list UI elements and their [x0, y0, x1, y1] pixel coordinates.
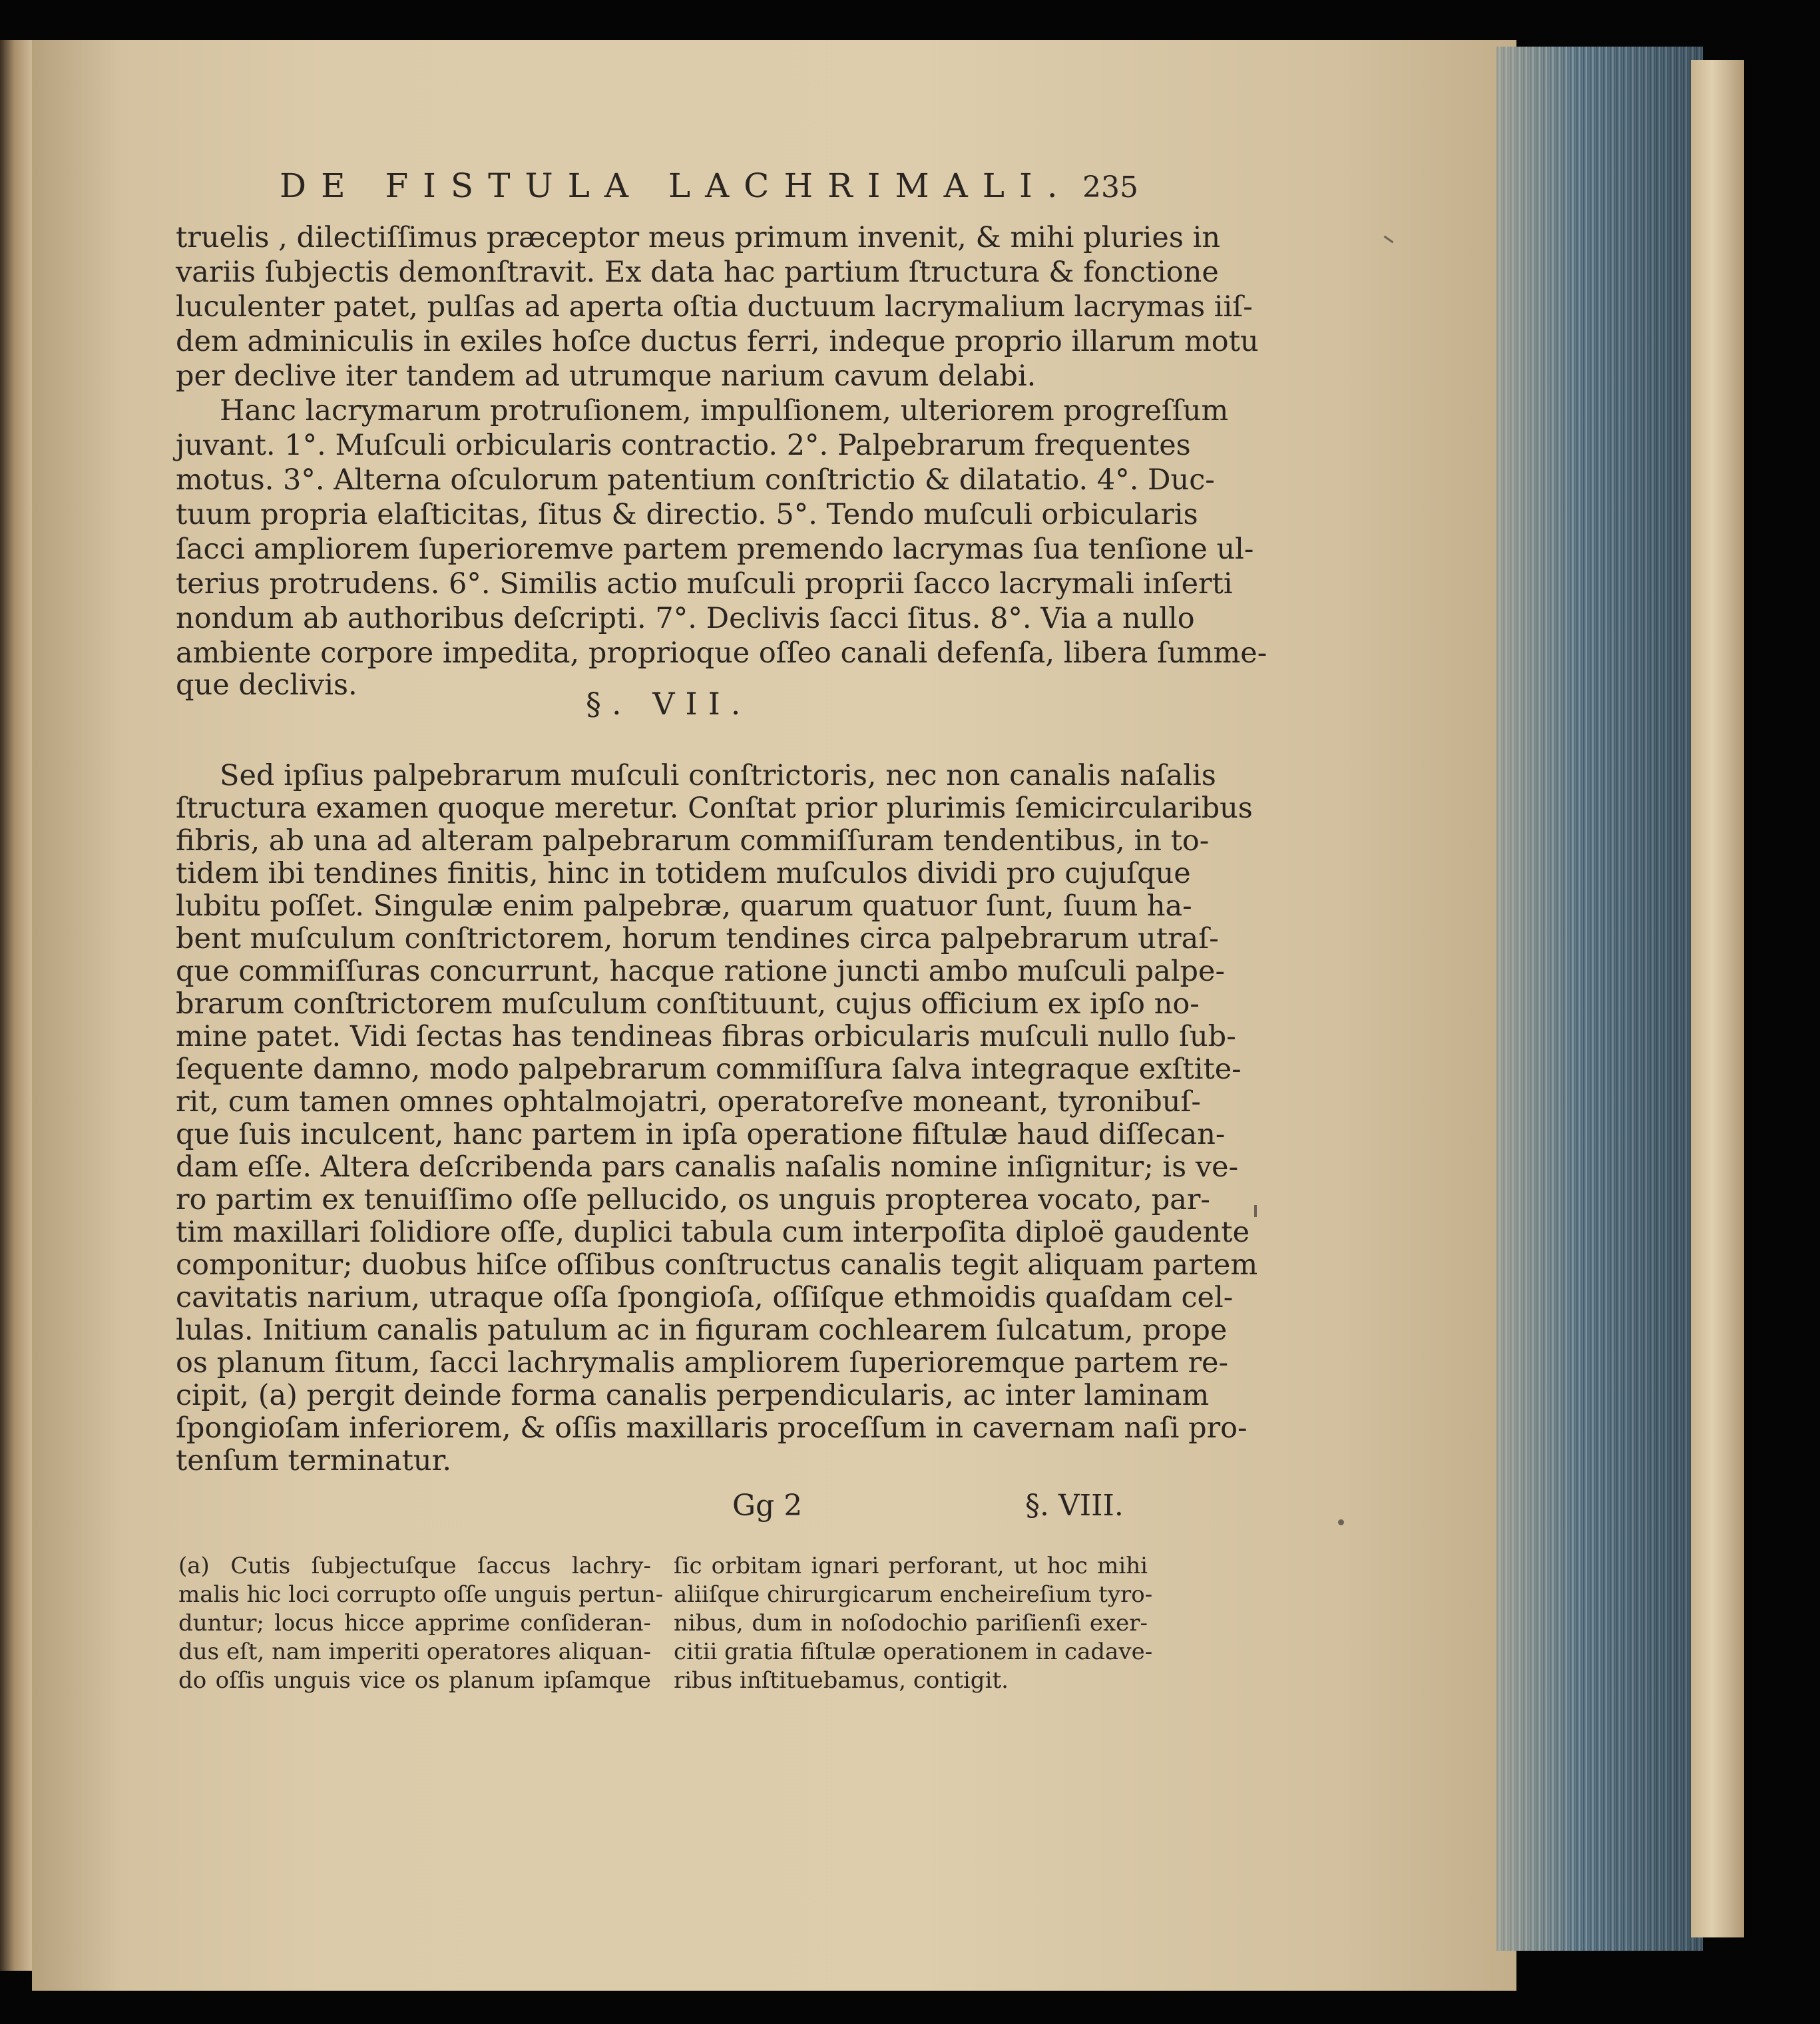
- text-line: ſacci ampliorem ſuperioremve partem premendo lacrymas ſua tenſione ul-: [176, 533, 1254, 566]
- signature-mark: Gg 2: [732, 1489, 803, 1523]
- text-line: motus. 3°. Alterna oſculorum patentium conſtrictio & dilatatio. 4°. Duc-: [176, 463, 1215, 497]
- text-line: ſpongioſam inferiorem, & oſſis maxillaris proceſſum in cavernam naſi pro-: [176, 1411, 1248, 1445]
- footnote-line: do oſſis unguis vice os planum ipſamque: [178, 1667, 651, 1694]
- text-line: que ſuis inculcent, hanc partem in ipſa operatione fiſtulæ haud diſſecan-: [176, 1118, 1226, 1151]
- page-block-shade: [1496, 47, 1703, 1951]
- text-line: tim maxillari ſolidiore oſſe, duplici tabula cum interpoſita diploë gaudente: [176, 1216, 1250, 1249]
- text-line: tidem ibi tendines finitis, hinc in totidem muſculos dividi pro cujuſque: [176, 857, 1191, 890]
- text-line: que declivis.: [176, 668, 357, 702]
- running-header: [280, 166, 1138, 213]
- ink-speck: [1338, 1519, 1344, 1525]
- text-line: truelis , dilectiſſimus præceptor meus primum invenit, & mihi pluries in: [176, 221, 1221, 254]
- text-line: rit, cum tamen omnes ophtalmojatri, operatoreſve moneant, tyronibuſ-: [176, 1085, 1201, 1119]
- facing-page-edge: [0, 40, 32, 1971]
- text-line: dem adminiculis in exiles hoſce ductus ferri, indeque proprio illarum motu: [176, 325, 1259, 358]
- text-line: variis ſubjectis demonſtravit. Ex data hac partium ſtructura & fonctione: [176, 256, 1219, 289]
- footnote-line: ribus inſtituebamus, contigit.: [674, 1667, 1009, 1694]
- text-line: cipit, (a) pergit deinde forma canalis perpendicularis, ac inter laminam: [176, 1379, 1210, 1412]
- footnote-line: malis hic loci corrupto oſſe unguis pertun-: [178, 1581, 664, 1608]
- ink-speck: [1254, 1205, 1257, 1217]
- text-line: ſtructura examen quoque meretur. Conſtat prior plurimis ſemicircularibus: [176, 792, 1253, 825]
- text-line: cavitatis narium, utraque oſſa ſpongioſa, oſſiſque ethmoidis quaſdam cel-: [176, 1281, 1234, 1314]
- text-line: os planum ſitum, ſacci lachrymalis ampliorem ſuperioremque partem re-: [176, 1346, 1229, 1380]
- page-number: 235: [1082, 170, 1138, 204]
- text-line: bent muſculum conſtrictorem, horum tendines circa palpebrarum utraſ-: [176, 922, 1219, 955]
- text-line: juvant. 1°. Muſculi orbicularis contractio. 2°. Palpebrarum frequentes: [176, 429, 1191, 462]
- text-line: tuum propria elaſticitas, ſitus & directio. 5°. Tendo muſculi orbicularis: [176, 498, 1198, 531]
- text-line: Hanc lacrymarum protruſionem, impulſionem, ulteriorem progreſſum: [220, 394, 1229, 427]
- footnote-line: duntur; locus hicce apprime conſideran-: [178, 1610, 651, 1637]
- text-line: brarum conſtrictorem muſculum conſtituunt, cujus officium ex ipſo no-: [176, 987, 1200, 1021]
- catchword: §. VIII.: [1025, 1489, 1124, 1523]
- text-line: per declive iter tandem ad utrumque narium cavum delabi.: [176, 360, 1036, 393]
- text-line: nondum ab authoribus deſcripti. 7°. Declivis ſacci ſitus. 8°. Via a nullo: [176, 602, 1195, 635]
- text-line: componitur; duobus hiſce oſſibus conſtructus canalis tegit aliquam partem: [176, 1248, 1258, 1282]
- text-line: mine patet. Vidi ſectas has tendineas fibras orbicularis muſculi nullo ſub-: [176, 1020, 1236, 1053]
- text-line: fibris, ab una ad alteram palpebrarum commiſſuram tendentibus, in to-: [176, 824, 1210, 858]
- footnote-line: aliiſque chirurgicarum encheireſium tyro-: [674, 1581, 1153, 1608]
- text-line: que commiſſuras concurrunt, hacque ratione juncti ambo muſculi palpe-: [176, 955, 1226, 988]
- text-line: lulas. Initium canalis patulum ac in figuram cochlearem ſulcatum, prope: [176, 1314, 1228, 1347]
- text-line: ro partim ex tenuiſſimo oſſe pellucido, os unguis propterea vocato, par-: [176, 1183, 1210, 1216]
- text-line: ſequente damno, modo palpebrarum commiſſura ſalva integraque exſtite-: [176, 1053, 1242, 1086]
- text-line: terius protrudens. 6°. Similis actio muſculi proprii ſacco lacrymali inſerti: [176, 567, 1233, 601]
- text-line: dam eſſe. Altera deſcribenda pars canalis naſalis nomine inſignitur; is ve-: [176, 1150, 1239, 1184]
- text-line: ambiente corpore impedita, proprioque oſſeo canali defenſa, libera ſumme-: [176, 636, 1267, 670]
- footnote-line: nibus, dum in noſodochio pariſienſi exer-: [674, 1610, 1148, 1637]
- text-line: Sed ipſius palpebrarum muſculi conſtrictoris, nec non canalis naſalis: [220, 759, 1216, 792]
- footnote-line: citii gratia fiſtulæ operationem in cadave-: [674, 1639, 1153, 1665]
- book-cover-edge: [1691, 60, 1744, 1937]
- text-line: lubitu poſſet. Singulæ enim palpebræ, quarum quatuor ſunt, ſuum ha-: [176, 889, 1192, 923]
- running-title: DE FISTULA LACHRIMALI.: [280, 166, 1072, 205]
- text-line: luculenter patet, pulſas ad aperta oſtia ductuum lacrymalium lacrymas iiſ-: [176, 290, 1253, 324]
- text-line: tenſum terminatur.: [176, 1444, 452, 1477]
- footnote-line: ſic orbitam ignari perforant, ut hoc mihi: [674, 1553, 1148, 1579]
- footnote-line: dus eſt, nam imperiti operatores aliquan-: [178, 1639, 651, 1665]
- footnote-line: (a) Cutis ſubjectuſque ſaccus lachry-: [178, 1553, 651, 1579]
- section-heading: §. VII.: [586, 686, 752, 722]
